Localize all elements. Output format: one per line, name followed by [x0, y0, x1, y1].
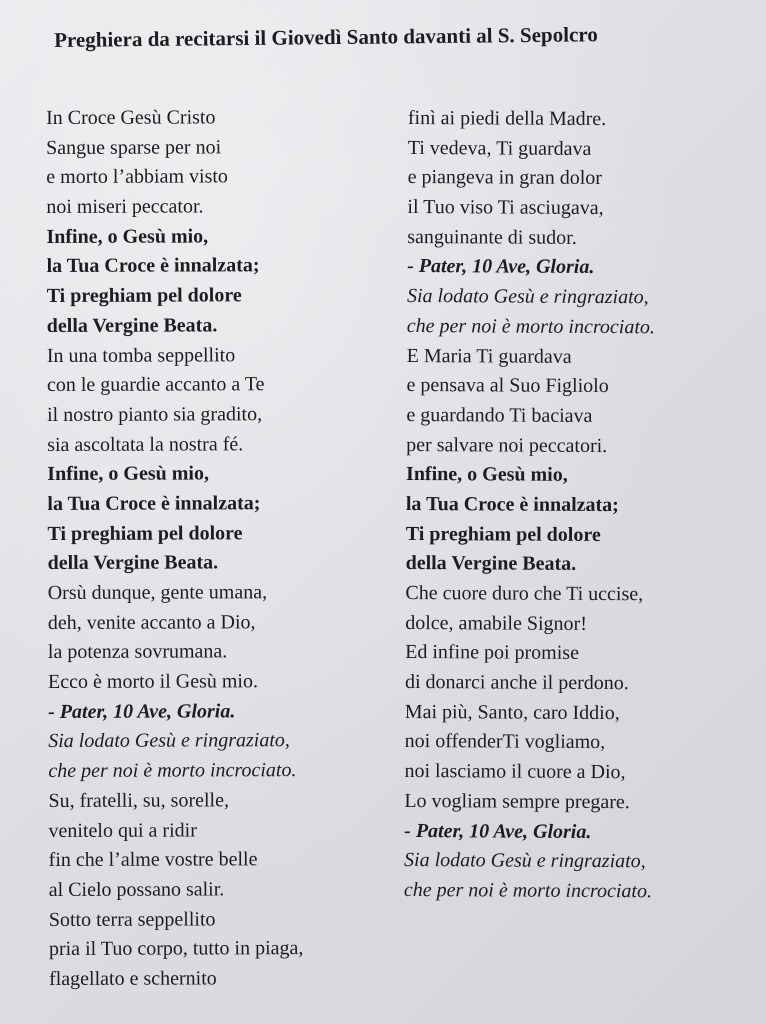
right-column [404, 104, 656, 907]
verse-line: Ecco è morto il Gesù mio. [47, 670, 259, 694]
verse-line: che per noi è morto incrociato. [406, 314, 656, 339]
verse-line: deh, venite accanto a Dio, [47, 610, 256, 634]
verse-line: e pensava al Suo Figliolo [406, 374, 609, 398]
verse-line: Sotto terra seppellito [48, 907, 216, 931]
verse-line: Sia lodato Gesù e ringraziato, [48, 729, 290, 753]
verse-line: - Pater, 10 Ave, Gloria. [407, 255, 595, 279]
verse-line: la Tua Croce è innalzata; [405, 492, 619, 517]
verse-line: Ti preghiam pel dolore [46, 284, 242, 308]
verse-line: Sangue sparse per noi [46, 136, 222, 159]
verse-line: il nostro pianto sia gradito, [47, 403, 263, 426]
verse-line: della Vergine Beata. [46, 314, 218, 337]
verse-line: Orsù dunque, gente umana, [47, 581, 268, 604]
verse-line: flagellato e schernito [49, 967, 217, 990]
verse-line: Mai più, Santo, caro Iddio, [404, 700, 620, 724]
verse-line: e guardando Ti baciava [406, 403, 593, 427]
verse-line: In una tomba seppellito [46, 343, 236, 367]
page-title: Preghiera da recitarsi il Giovedì Santo davanti al S. Sepolcro [54, 22, 598, 52]
verse-line: Lo vogliam sempre pregare. [404, 789, 630, 813]
verse-line: noi miseri peccator. [46, 195, 204, 219]
verse-line: che per noi è morto incrociato. [48, 759, 297, 783]
verse-line: Infine, o Gesù mio, [47, 462, 210, 486]
verse-line: Infine, o Gesù mio, [46, 225, 209, 248]
verse-line: pria il Tuo corpo, tutto in piaga, [48, 937, 304, 961]
verse-line: la Tua Croce è innalzata; [47, 492, 261, 515]
verse-line: che per noi è morto incrociato. [403, 878, 653, 903]
verse-line: noi offenderTi vogliamo, [404, 730, 606, 754]
verse-line: noi lasciamo il cuore a Dio, [404, 760, 626, 784]
verse-line: sanguinante di sudor. [407, 225, 577, 249]
verse-line: dolce, amabile Signor! [405, 611, 587, 635]
verse-line: e piangeva in gran dolor [407, 166, 603, 190]
verse-line: Sia lodato Gesù e ringraziato, [406, 285, 649, 309]
verse-line: Sia lodato Gesù e ringraziato, [403, 849, 646, 873]
verse-line: al Cielo possano salir. [48, 878, 225, 901]
verse-line: e morto l’abbiam visto [46, 165, 228, 189]
verse-line: - Pater, 10 Ave, Gloria. [48, 700, 236, 723]
verse-line: Ed infine poi promise [405, 641, 580, 665]
verse-line: Su, fratelli, su, sorelle, [48, 789, 230, 812]
verse-line: Che cuore duro che Ti uccise, [405, 581, 644, 606]
verse-line: Ti vedeva, Ti guardava [407, 136, 592, 160]
verse-line: In Croce Gesù Cristo [46, 106, 216, 129]
verse-line: Ti preghiam pel dolore [405, 522, 601, 546]
verse-line: con le guardie accanto a Te [46, 373, 265, 397]
verse-line: E Maria Ti guardava [406, 344, 572, 368]
verse-line: fin che l’alme vostre belle [48, 848, 258, 872]
verse-line: sia ascoltata la nostra fé. [47, 432, 244, 456]
verse-line: la potenza sovrumana. [47, 640, 228, 664]
verse-line: Infine, o Gesù mio, [406, 463, 568, 487]
verse-line: il Tuo viso Ti asciugava, [407, 196, 604, 220]
verse-line: - Pater, 10 Ave, Gloria. [404, 819, 592, 843]
left-column [46, 103, 304, 995]
verse-line: la Tua Croce è innalzata; [46, 254, 260, 278]
verse-line: di donarci anche il perdono. [404, 671, 629, 695]
verse-line: Ti preghiam pel dolore [47, 521, 243, 545]
verse-line: della Vergine Beata. [405, 552, 577, 576]
verse-line: della Vergine Beata. [47, 551, 219, 575]
verse-line: per salvare noi peccatori. [406, 433, 608, 457]
verse-line: venitelo qui a ridir [48, 818, 197, 842]
verse-line: finì ai piedi della Madre. [407, 106, 607, 131]
